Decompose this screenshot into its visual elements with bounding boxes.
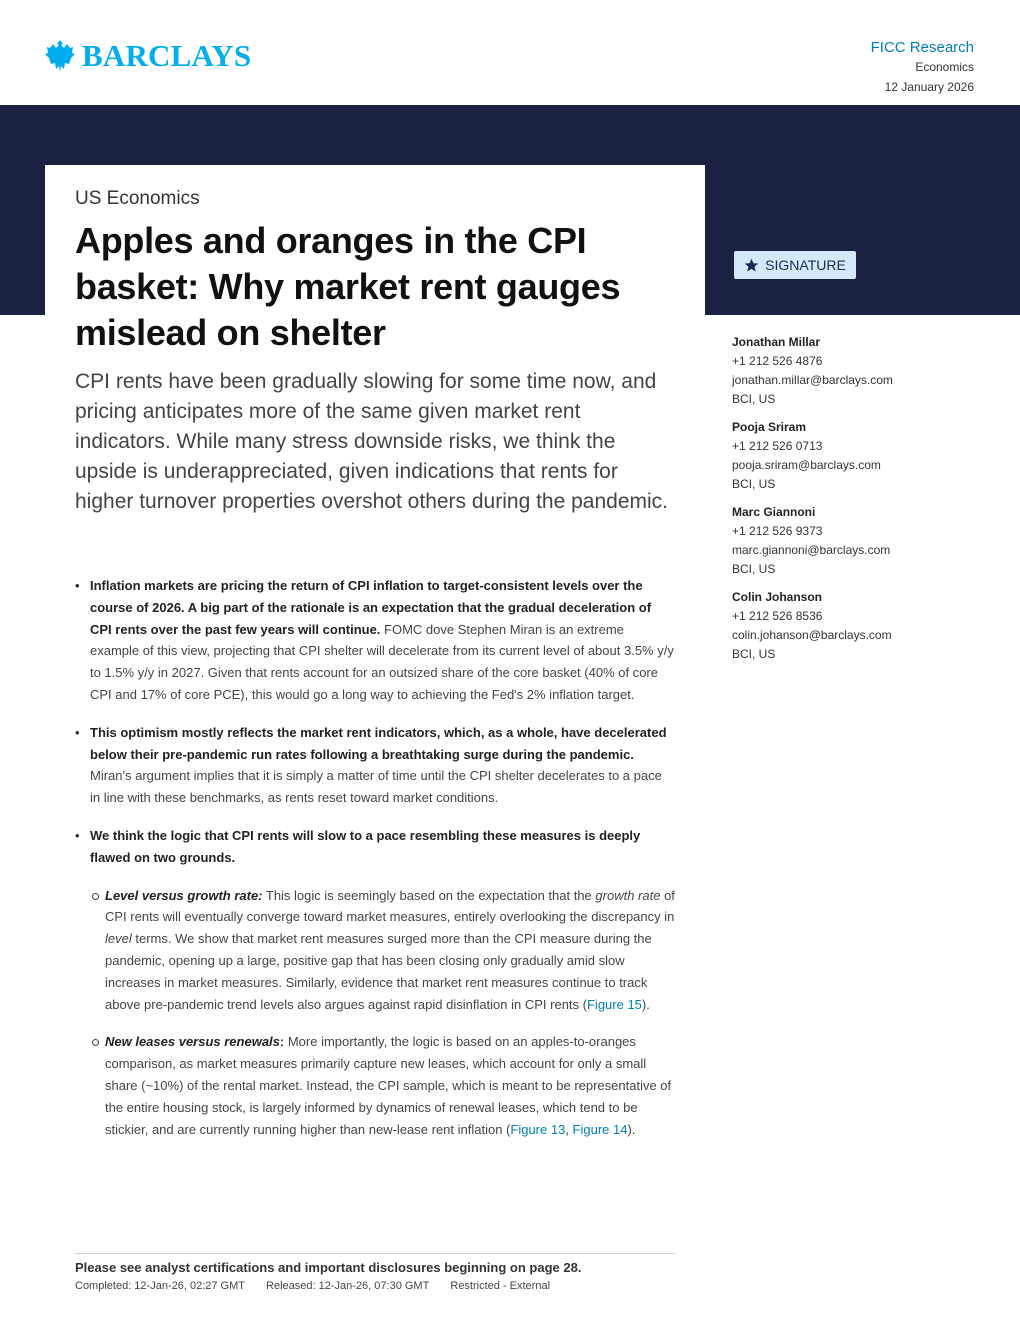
department-label: Economics xyxy=(915,60,974,74)
report-meta xyxy=(871,38,974,97)
bullet-lead: Inflation markets are pricing the return of CPI inflation to target-consistent levels over the course of 2026. A big part of the rationale is an expectation that the gradual deceleration of CPI rents over the past few years will continue. xyxy=(90,578,652,637)
signature-badge xyxy=(734,251,856,279)
barclays-logo[interactable] xyxy=(44,38,251,74)
analyst-email[interactable]: colin.johanson@barclays.com xyxy=(732,628,892,642)
page-footer xyxy=(75,1253,675,1294)
analyst-entity: BCI, US xyxy=(732,562,776,576)
analyst-card xyxy=(732,418,982,494)
classification-label: Restricted - External xyxy=(450,1280,551,1292)
analyst-name: Marc Giannoni xyxy=(732,505,816,519)
figure-15-link[interactable]: Figure 15 xyxy=(586,996,642,1012)
page-title: Apples and oranges in the CPI basket: Why market rent gauges mislead on shelter xyxy=(75,220,621,353)
bullet-point xyxy=(75,575,675,706)
sub-bullet-text: More importantly, the logic is based on an apples-to-oranges comparison, as market measures primarily capture new leases, which account for only a small share (~10%) of the rental market. Instead, the CPI sample, which is meant to be representative of the entire housing stock, is largely informed by dynamics of renewal leases, which tend to be stickier, and are currently running higher than new-lease rent inflation ( xyxy=(105,1034,672,1137)
completed-timestamp: Completed: 12-Jan-26, 02:27 GMT xyxy=(75,1280,245,1292)
analyst-card xyxy=(732,503,982,579)
disclosure-notice: Please see analyst certifications and important disclosures beginning on page 28. xyxy=(75,1260,582,1275)
footer-meta xyxy=(75,1278,675,1294)
analyst-phone: +1 212 526 8536 xyxy=(732,609,823,623)
analyst-entity: BCI, US xyxy=(732,392,776,406)
sub-bullet-emphasis: growth rate xyxy=(595,887,661,903)
analyst-phone: +1 212 526 4876 xyxy=(732,354,823,368)
analyst-name: Colin Johanson xyxy=(732,590,822,604)
sub-bullet-text: This logic is seemingly based on the expectation that the xyxy=(262,887,596,903)
bullet-dot: • xyxy=(75,827,80,843)
analyst-entity: BCI, US xyxy=(732,477,776,491)
sub-bullet-text: of CPI rents will eventually converge toward market measures, entirely overlooking the discrepancy in xyxy=(105,887,675,925)
analyst-phone: +1 212 526 0713 xyxy=(732,439,823,453)
sub-bullet-marker xyxy=(92,893,99,900)
analyst-email[interactable]: jonathan.millar@barclays.com xyxy=(732,373,893,387)
report-body xyxy=(75,575,675,1156)
analyst-card xyxy=(732,333,982,409)
sub-bullet-emphasis: level xyxy=(105,931,132,947)
report-date: 12 January 2026 xyxy=(884,80,974,94)
sub-bullet-lead: Level versus growth rate: xyxy=(105,887,263,903)
bullet-dot: • xyxy=(75,578,80,593)
bullet-text: FOMC dove Stephen Miran is an extreme example of this view, projecting that CPI shelter will decelerate from its current level of about 3.5% y/y to 1.5% y/y in 2027. Given that rents account for an outsized share of the core basket (40% of core CPI and 17% of core PCE), this would go a long way to achieving the Fed's 2% inflation target. xyxy=(90,621,674,702)
bullet-lead: We think the logic that CPI rents will slow to a pace resembling these measures is deeply flawed on two grounds. xyxy=(90,827,641,865)
sub-bullet-text: ). xyxy=(641,996,650,1012)
sub-bullet-point xyxy=(75,885,675,1016)
analyst-list xyxy=(732,333,982,673)
analyst-card xyxy=(732,588,982,664)
released-timestamp: Released: 12-Jan-26, 07:30 GMT xyxy=(266,1280,430,1292)
bullet-point xyxy=(75,722,675,809)
signature-label: SIGNATURE xyxy=(765,257,846,273)
bullet-dot: • xyxy=(75,724,80,740)
bullet-point xyxy=(75,825,675,869)
bullet-lead: This optimism mostly reflects the market rent indicators, which, as a whole, have decelerated below their pre-pandemic run rates following a breathtaking surge during the pandemic. xyxy=(90,724,667,762)
sub-bullet-colon: : xyxy=(279,1034,285,1050)
sub-bullet-lead: New leases versus renewals xyxy=(105,1034,280,1050)
report-summary: CPI rents have been gradually slowing for some time now, and pricing anticipates more of the same given market rent indicators. While many stress downside risks, we think the upside is underappreciated, given indications that rents for higher turnover properties overshot others during the pandemic. xyxy=(75,370,669,513)
analyst-phone: +1 212 526 9373 xyxy=(732,524,823,538)
eagle-icon xyxy=(44,39,76,73)
sub-bullet-text: terms. We show that market rent measures surged more than the CPI measure during the pandemic, opening up a large, positive gap that has been closing only gradually amid slow increases in market measures. Similarly, evidence that market rent measures continue to track above pre-pandemic trend levels also argues against rapid disinflation in CPI rents ( xyxy=(105,931,652,1012)
bullet-text: Miran's argument implies that it is simply a matter of time until the CPI shelter decelerates to a pace in line with these benchmarks, as rents reset toward market conditions. xyxy=(90,768,662,806)
figure-14-link[interactable]: Figure 14 xyxy=(572,1121,628,1137)
analyst-email[interactable]: marc.giannoni@barclays.com xyxy=(732,543,891,557)
analyst-email[interactable]: pooja.sriram@barclays.com xyxy=(732,458,881,472)
analyst-name: Jonathan Millar xyxy=(732,335,821,349)
sub-bullet-point xyxy=(75,1031,675,1140)
sub-bullet-marker xyxy=(92,1039,99,1046)
figure-13-link[interactable]: Figure 13 xyxy=(510,1121,566,1137)
star-icon xyxy=(744,258,759,273)
section-label: US Economics xyxy=(75,188,200,209)
analyst-entity: BCI, US xyxy=(732,647,776,661)
research-label[interactable]: FICC Research xyxy=(870,39,974,56)
link-separator: , xyxy=(565,1121,573,1137)
logo-wordmark: BARCLAYS xyxy=(82,38,252,73)
sub-bullet-text: ). xyxy=(627,1121,636,1137)
analyst-name: Pooja Sriram xyxy=(732,420,807,434)
